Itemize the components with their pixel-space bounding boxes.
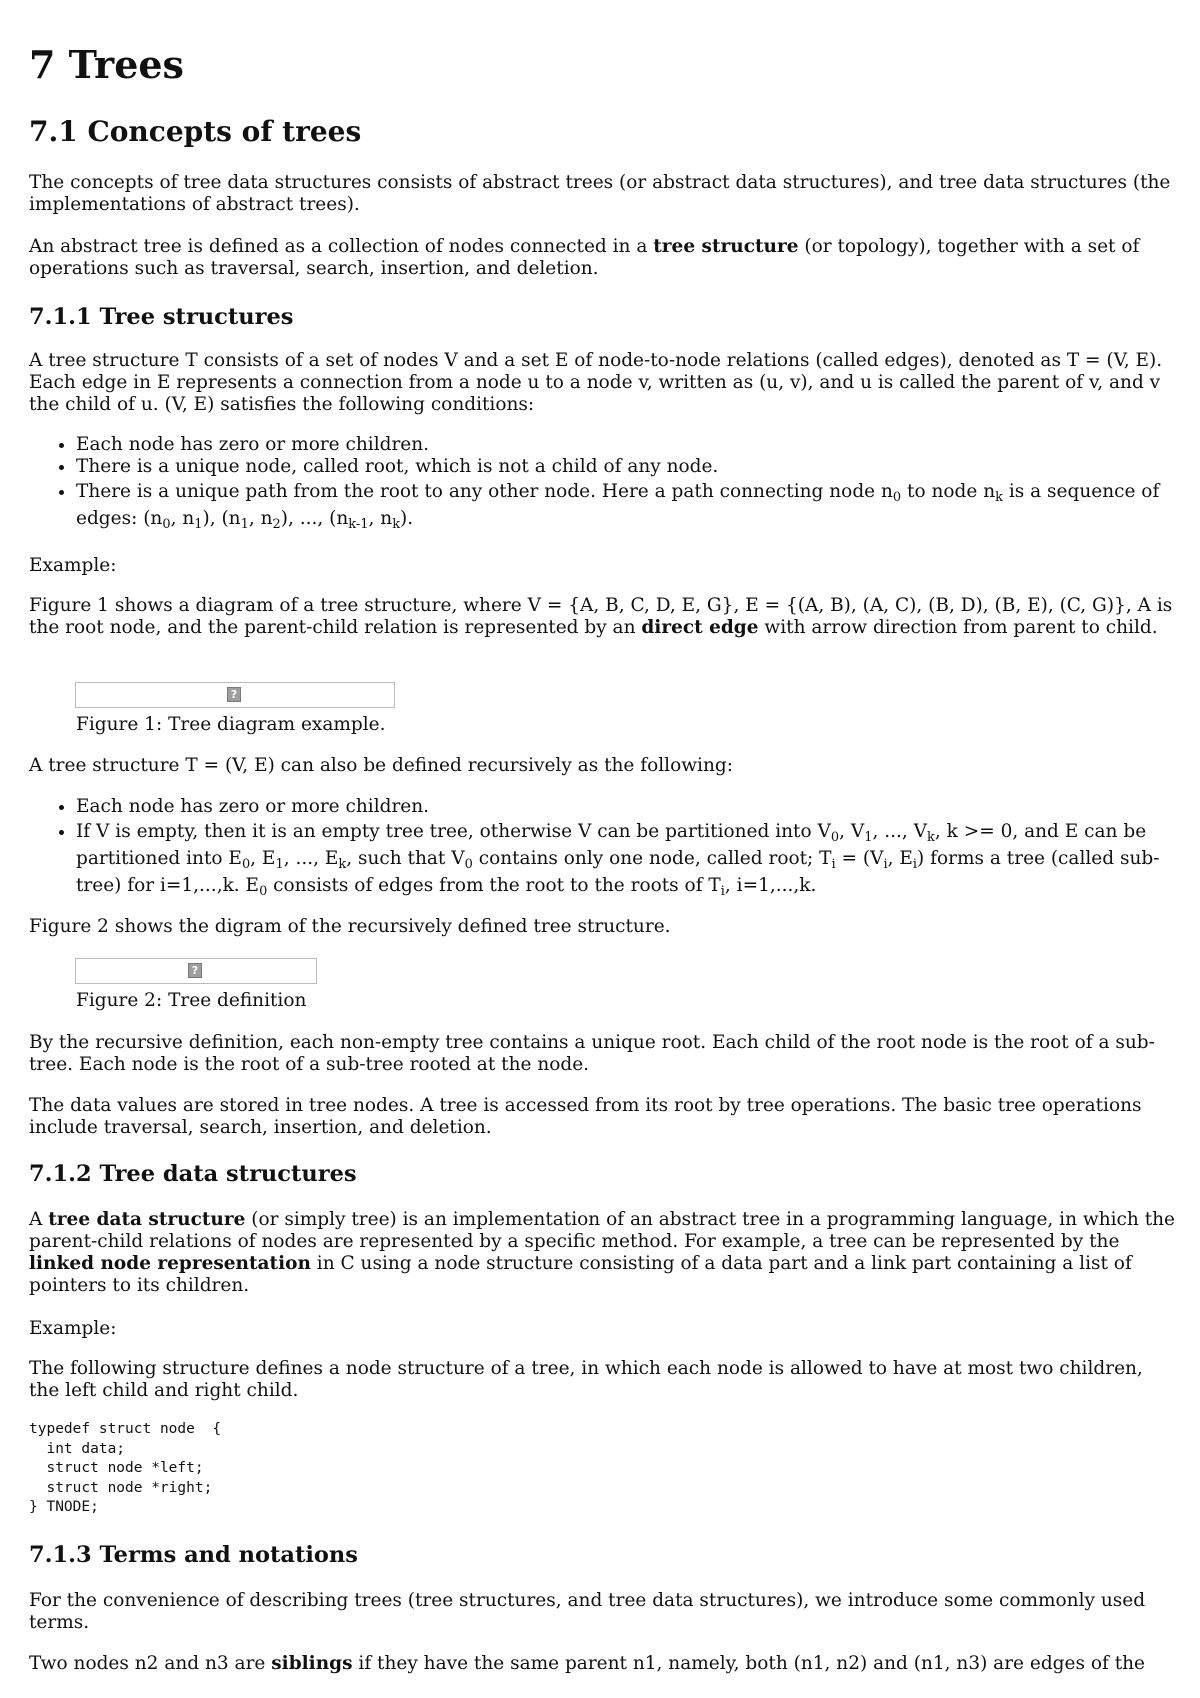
recursive-definition-list xyxy=(29,796,1176,899)
list-item: • If V is empty, then it is an empty tree tree, otherwise V can be partitioned into $V_0$, $V_1$, ..., $V_k$, k >= 0, and E can be partitioned into $E_0$, $E_1$, ..., $E_k$, such that $V_0$ contains only one node, called root; $T_i = (V_i$, $E_i$) forms a tree (called sub-tree) for i=1,...,k. $E_0$ consists of edges from the root to the roots of $T_i$, i=1,...,k. xyxy=(76,818,1176,899)
term-tree-data-structure: tree data structure xyxy=(48,1209,246,1230)
term-tree-structure: tree structure xyxy=(653,236,799,257)
paragraph-siblings: Two nodes n2 and n3 are siblings if they have the same parent n1, namely, both (n1, n2) and (n1, n3) are edges of the xyxy=(29,1653,1146,1674)
figure2-image-placeholder xyxy=(75,958,317,984)
broken-image-icon: ? xyxy=(227,687,241,702)
section-heading-7-1: 7.1 Concepts of trees xyxy=(29,115,362,148)
chapter-title: 7 Trees xyxy=(29,42,184,87)
figure1-image-placeholder xyxy=(75,682,395,708)
list-item: • There is a unique node, called root, which is not a child of any node. xyxy=(76,456,1176,478)
list-item: • Each node has zero or more children. xyxy=(76,434,1176,456)
term-direct-edge: direct edge xyxy=(641,617,759,638)
paragraph-figure2-description: Figure 2 shows the digram of the recursively defined tree structure. xyxy=(29,916,671,937)
section-heading-7-1-2: 7.1.2 Tree data structures xyxy=(29,1161,357,1187)
paragraph-node-structure: The following structure defines a node structure of a tree, in which each node is allowed to have at most two children, the left child and right child. xyxy=(29,1358,1143,1401)
paragraph-tree-structure-def: A tree structure T consists of a set of nodes V and a set E of node-to-node relations (called edges), denoted as T = (V, E). Each edge in E represents a connection from a node u to a node v, written as (u, v), and u is called the parent of v, and v the child of u. (V, E) satisfies the following conditions: xyxy=(29,350,1163,415)
paragraph-tree-concepts: The concepts of tree data structures consists of abstract trees (or abstract data structures), and tree data structures (the implementations of abstract trees). xyxy=(29,172,1171,215)
paragraph-recursive-intro: A tree structure T = (V, E) can also be defined recursively as the following: xyxy=(29,755,733,776)
broken-image-icon: ? xyxy=(188,963,202,978)
section-heading-7-1-3: 7.1.3 Terms and notations xyxy=(29,1542,358,1568)
example-label: Example: xyxy=(29,555,117,576)
section-heading-7-1-1: 7.1.1 Tree structures xyxy=(29,304,294,330)
paragraph-tree-data-structure: A tree data structure (or simply tree) is an implementation of an abstract tree in a programming language, in which the parent-child relations of nodes are represented by a specific method. For example, a tree can be represented by the linked node representation in C using a node structure consisting of a data part and a link part containing a list of pointers to its children. xyxy=(29,1209,1176,1296)
paragraph-figure1-description: Figure 1 shows a diagram of a tree structure, where V = {A, B, C, D, E, G}, E = {(A, B), (A, C), (B, D), (B, E), (C, G)}, A is the root node, and the parent-child relation is represented by an direct edge with arrow direction from parent to child. xyxy=(29,595,1173,638)
paragraph-abstract-tree: An abstract tree is defined as a collection of nodes connected in a tree structure (or topology), together with a set of operations such as traversal, search, insertion, and deletion. xyxy=(29,236,1140,279)
figure1-caption: Figure 1: Tree diagram example. xyxy=(76,714,386,735)
term-siblings: siblings xyxy=(271,1653,353,1674)
example-label: Example: xyxy=(29,1318,117,1339)
code-block-tnode: typedef struct node { int data; struct node *left; struct node *right; } TNODE; xyxy=(29,1421,222,1515)
list-item: • Each node has zero or more children. xyxy=(76,796,1176,818)
list-item: • There is a unique path from the root to any other node. Here a path connecting node $n_0$ to node $n_k$ is a sequence of edges: ($n_0$, $n_1$), ($n_1$, $n_2$), ..., ($n_{k-1}$, $n_k$). xyxy=(76,478,1176,532)
term-linked-node-representation: linked node representation xyxy=(29,1253,311,1274)
paragraph-unique-root: By the recursive definition, each non-empty tree contains a unique root. Each child of the root node is the root of a sub-tree. Each node is the root of a sub-tree rooted at the node. xyxy=(29,1032,1155,1075)
paragraph-tree-operations: The data values are stored in tree nodes. A tree is accessed from its root by tree operations. The basic tree operations include traversal, search, insertion, and deletion. xyxy=(29,1095,1142,1138)
conditions-list xyxy=(29,434,1176,532)
paragraph-terms-intro: For the convenience of describing trees (tree structures, and tree data structures), we introduce some commonly used terms. xyxy=(29,1590,1146,1633)
figure2-caption: Figure 2: Tree definition xyxy=(76,990,307,1011)
